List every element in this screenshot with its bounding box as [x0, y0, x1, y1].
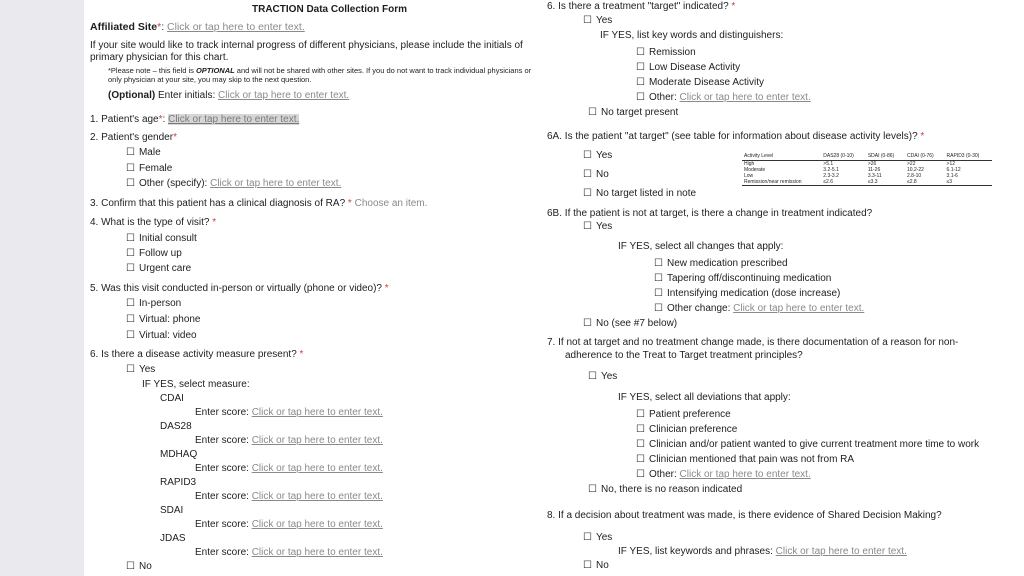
intro-line-2: primary physician for this chart.	[90, 52, 229, 63]
intensifying-checkbox[interactable]: ☐ Intensifying medication (dose increase)	[654, 288, 840, 300]
tapering-checkbox[interactable]: ☐ Tapering off/discontinuing medication	[654, 273, 831, 285]
q3-row: 3. Confirm that this patient has a clinical diagnosis of RA? * Choose an item.	[90, 198, 428, 209]
measure-mdhaq: MDHAQ	[160, 449, 198, 460]
reason-if-yes: IF YES, select all deviations that apply:	[618, 392, 791, 403]
mdhaq-score-row: Enter score: Click or tap here to enter text.	[195, 463, 383, 474]
jdas-score-row: Enter score: Click or tap here to enter text.	[195, 547, 383, 558]
sdm-keywords-row: IF YES, list keywords and phrases: Click or tap here to enter text.	[618, 546, 907, 557]
no-reason-checkbox[interactable]: ☐ No, there is no reason indicated	[588, 484, 742, 496]
target-other-input[interactable]: Click or tap here to enter text.	[679, 92, 811, 103]
jdas-score-input[interactable]: Click or tap here to enter text.	[251, 547, 383, 558]
activity-table	[742, 152, 992, 186]
measure-jdas: JDAS	[160, 533, 186, 544]
other-change-input[interactable]: Click or tap here to enter text.	[733, 303, 865, 314]
reason-other-input[interactable]: Click or tap here to enter text.	[679, 469, 811, 480]
gender-other-row	[126, 178, 341, 190]
q1-row: 1. Patient's age*: Click or tap here to enter text.	[90, 114, 300, 125]
at-target-no-checkbox[interactable]: ☐ No	[583, 169, 609, 181]
rapid3-score-row: Enter score: Click or tap here to enter text.	[195, 491, 383, 502]
optional-note-2: only physician at your site, you may skip to the next question.	[108, 75, 312, 84]
sdai-score-row: Enter score: Click or tap here to enter text.	[195, 519, 383, 530]
target-low-checkbox[interactable]: ☐ Low Disease Activity	[636, 62, 740, 74]
measure-sdai: SDAI	[160, 505, 184, 516]
virtual-video-checkbox[interactable]: ☐ Virtual: video	[126, 330, 197, 342]
measure-cdai: CDAI	[160, 393, 184, 404]
optional-note-1: *Please note – this field is OPTIONAL and will not be shared with other sites. If you do not want to track individual physicians or	[108, 66, 532, 75]
table-row: Moderate 3.2-5.1 11-26 10.2-22 6.1-12	[744, 167, 961, 173]
table-row: Low 2.3-3.2 3.3-11 2.8-10 3.1-6	[744, 173, 958, 179]
diagnosis-dropdown[interactable]: Choose an item.	[354, 198, 428, 209]
reason-other-checkbox[interactable]: ☐ Other:	[636, 469, 680, 480]
pain-not-ra-checkbox[interactable]: ☐ Clinician mentioned that pain was not from RA	[636, 454, 854, 466]
affiliated-site-label: Affiliated Site	[90, 21, 158, 33]
gender-other-input[interactable]: Click or tap here to enter text.	[210, 178, 342, 189]
measure-yes-checkbox[interactable]: ☐ Yes	[126, 364, 155, 376]
q6r-label: 6. Is there a treatment "target" indicated? *	[547, 1, 736, 12]
affiliated-site-input[interactable]: Click or tap here to enter text.	[167, 21, 305, 33]
target-other-checkbox[interactable]: ☐ Other:	[636, 92, 680, 103]
more-time-checkbox[interactable]: ☐ Clinician and/or patient wanted to give current treatment more time to work	[636, 439, 979, 451]
q7-line-1: 7. If not at target and no treatment change made, is there documentation of a reason for non-	[547, 337, 959, 348]
q6a-label: 6A. Is the patient "at target" (see table for information about disease activity levels)? *	[547, 131, 925, 142]
initials-input[interactable]: Click or tap here to enter text.	[218, 90, 350, 101]
q6b-label: 6B. If the patient is not at target, is there a change in treatment indicated?	[547, 208, 873, 219]
visit-initial-checkbox[interactable]: ☐ Initial consult	[126, 233, 197, 245]
gender-other-checkbox[interactable]: ☐ Other (specify):	[126, 178, 210, 189]
q7-line-2: adherence to the Treat to Target treatment principles?	[565, 350, 803, 361]
sdm-keywords-input[interactable]: Click or tap here to enter text.	[775, 546, 907, 557]
q2-label: 2. Patient's gender*	[90, 132, 177, 143]
measure-rapid3: RAPID3	[160, 477, 197, 488]
affiliated-site-row: Affiliated Site*: Click or tap here to enter text.	[90, 21, 305, 33]
no-target-listed-checkbox[interactable]: ☐ No target listed in note	[583, 188, 696, 200]
q4-label: 4. What is the type of visit? *	[90, 217, 217, 228]
age-input[interactable]: Click or tap here to enter text.	[168, 114, 300, 125]
reason-other-row	[636, 469, 811, 481]
form-title: TRACTION Data Collection Form	[252, 4, 408, 15]
q5-label: 5. Was this visit conducted in-person or virtually (phone or video)? *	[90, 283, 389, 294]
change-no-checkbox[interactable]: ☐ No (see #7 below)	[583, 318, 677, 330]
gender-male-checkbox[interactable]: ☐ Male	[126, 147, 161, 159]
cdai-score-input[interactable]: Click or tap here to enter text.	[251, 407, 383, 418]
cdai-score-row: Enter score: Click or tap here to enter text.	[195, 407, 383, 418]
das28-score-row: Enter score: Click or tap here to enter text.	[195, 435, 383, 446]
sdm-yes-checkbox[interactable]: ☐ Yes	[583, 532, 612, 544]
target-other-row	[636, 92, 811, 104]
table-row: Remission/near remission ≤2.6 ≤3.3 ≤2.8 ≤3	[742, 179, 992, 186]
mdhaq-score-input[interactable]: Click or tap here to enter text.	[251, 463, 383, 474]
no-target-present-checkbox[interactable]: ☐ No target present	[588, 107, 678, 119]
table-row: High >5.1 >26 >22 >12	[744, 161, 956, 167]
das28-score-input[interactable]: Click or tap here to enter text.	[251, 435, 383, 446]
patient-preference-checkbox[interactable]: ☐ Patient preference	[636, 409, 731, 421]
rapid3-score-input[interactable]: Click or tap here to enter text.	[251, 491, 383, 502]
reason-yes-checkbox[interactable]: ☐ Yes	[588, 371, 617, 383]
change-if-yes: IF YES, select all changes that apply:	[618, 241, 784, 252]
target-if-yes: IF YES, list key words and distinguishers:	[600, 30, 784, 41]
activity-table-header: Activity Level DAS28 (0-10) SDAI (0-86) CDAI (0-76) RAPID3 (0-30)	[742, 152, 992, 161]
change-yes-checkbox[interactable]: ☐ Yes	[583, 221, 612, 233]
sdai-score-input[interactable]: Click or tap here to enter text.	[251, 519, 383, 530]
measure-if-yes: IF YES, select measure:	[142, 379, 250, 390]
clinician-preference-checkbox[interactable]: ☐ Clinician preference	[636, 424, 737, 436]
virtual-phone-checkbox[interactable]: ☐ Virtual: phone	[126, 314, 201, 326]
gender-female-checkbox[interactable]: ☐ Female	[126, 163, 172, 175]
target-yes-checkbox[interactable]: ☐ Yes	[583, 15, 612, 27]
target-remission-checkbox[interactable]: ☐ Remission	[636, 47, 696, 59]
visit-followup-checkbox[interactable]: ☐ Follow up	[126, 248, 182, 260]
new-medication-checkbox[interactable]: ☐ New medication prescribed	[654, 258, 788, 270]
initials-row: (Optional) Enter initials: Click or tap here to enter text.	[108, 90, 350, 101]
measure-das28: DAS28	[160, 421, 192, 432]
intro-line-1: If your site would like to track internal progress of different physicians, please include the initials of	[90, 40, 523, 51]
measure-no-checkbox[interactable]: ☐ No	[126, 561, 152, 573]
target-moderate-checkbox[interactable]: ☐ Moderate Disease Activity	[636, 77, 764, 89]
visit-urgent-checkbox[interactable]: ☐ Urgent care	[126, 263, 191, 275]
at-target-yes-checkbox[interactable]: ☐ Yes	[583, 150, 612, 162]
other-change-checkbox[interactable]: ☐ Other change:	[654, 303, 733, 314]
inperson-checkbox[interactable]: ☐ In-person	[126, 298, 181, 310]
q8-label: 8. If a decision about treatment was made, is there evidence of Shared Decision Making?	[547, 510, 942, 521]
other-change-row	[654, 303, 864, 315]
sdm-no-checkbox[interactable]: ☐ No	[583, 560, 609, 572]
q6-label: 6. Is there a disease activity measure present? *	[90, 349, 304, 360]
